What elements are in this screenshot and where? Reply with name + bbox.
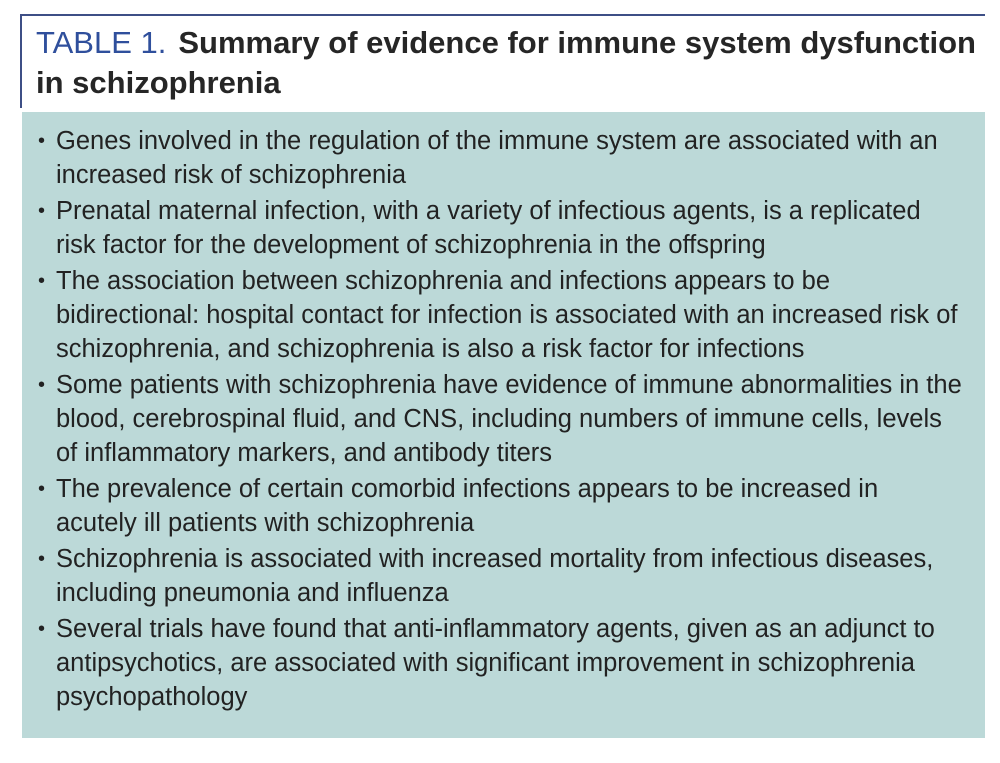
bullet-icon: • <box>38 478 46 500</box>
list-item-text: Genes involved in the regulation of the immune system are associated with an increased risk of schizophrenia <box>56 127 938 189</box>
list-item-text: Several trials have found that anti-inflammatory agents, given as an adjunct to antipsychotics, are associated with significant improvement in schizophrenia psychopathology <box>56 615 935 711</box>
list-item <box>38 264 965 366</box>
table-title <box>36 23 976 103</box>
list-item <box>38 542 965 610</box>
list-item <box>38 124 965 192</box>
list-item-text: The association between schizophrenia and infections appears to be bidirectional: hospital contact for infection is associated with an increased risk of schizophrenia, and schizophrenia is also a risk factor for infections <box>56 267 958 363</box>
evidence-list <box>22 112 985 714</box>
bullet-icon: • <box>38 270 46 292</box>
left-border-rule <box>20 14 22 108</box>
bullet-icon: • <box>38 374 46 396</box>
list-item-text: Some patients with schizophrenia have evidence of immune abnormalities in the blood, cerebrospinal fluid, and CNS, including numbers of immune cells, levels of inflammatory markers, and antibody titers <box>56 371 962 467</box>
bullet-icon: • <box>38 618 46 640</box>
list-item <box>38 194 965 262</box>
bullet-icon: • <box>38 548 46 570</box>
list-item <box>38 472 965 540</box>
bullet-icon: • <box>38 200 46 222</box>
list-item <box>38 612 965 714</box>
table-title-text: Summary of evidence for immune system dysfunction in schizophrenia <box>36 25 976 100</box>
list-item-text: Schizophrenia is associated with increased mortality from infectious diseases, including pneumonia and influenza <box>56 545 934 607</box>
evidence-panel <box>22 112 985 738</box>
table-label: TABLE 1. <box>36 25 167 60</box>
list-item-text: Prenatal maternal infection, with a variety of infectious agents, is a replicated risk factor for the development of schizophrenia in the offspring <box>56 197 921 259</box>
top-border-rule <box>22 14 985 16</box>
list-item <box>38 368 965 470</box>
bullet-icon: • <box>38 130 46 152</box>
list-item-text: The prevalence of certain comorbid infections appears to be increased in acutely ill patients with schizophrenia <box>56 475 879 537</box>
